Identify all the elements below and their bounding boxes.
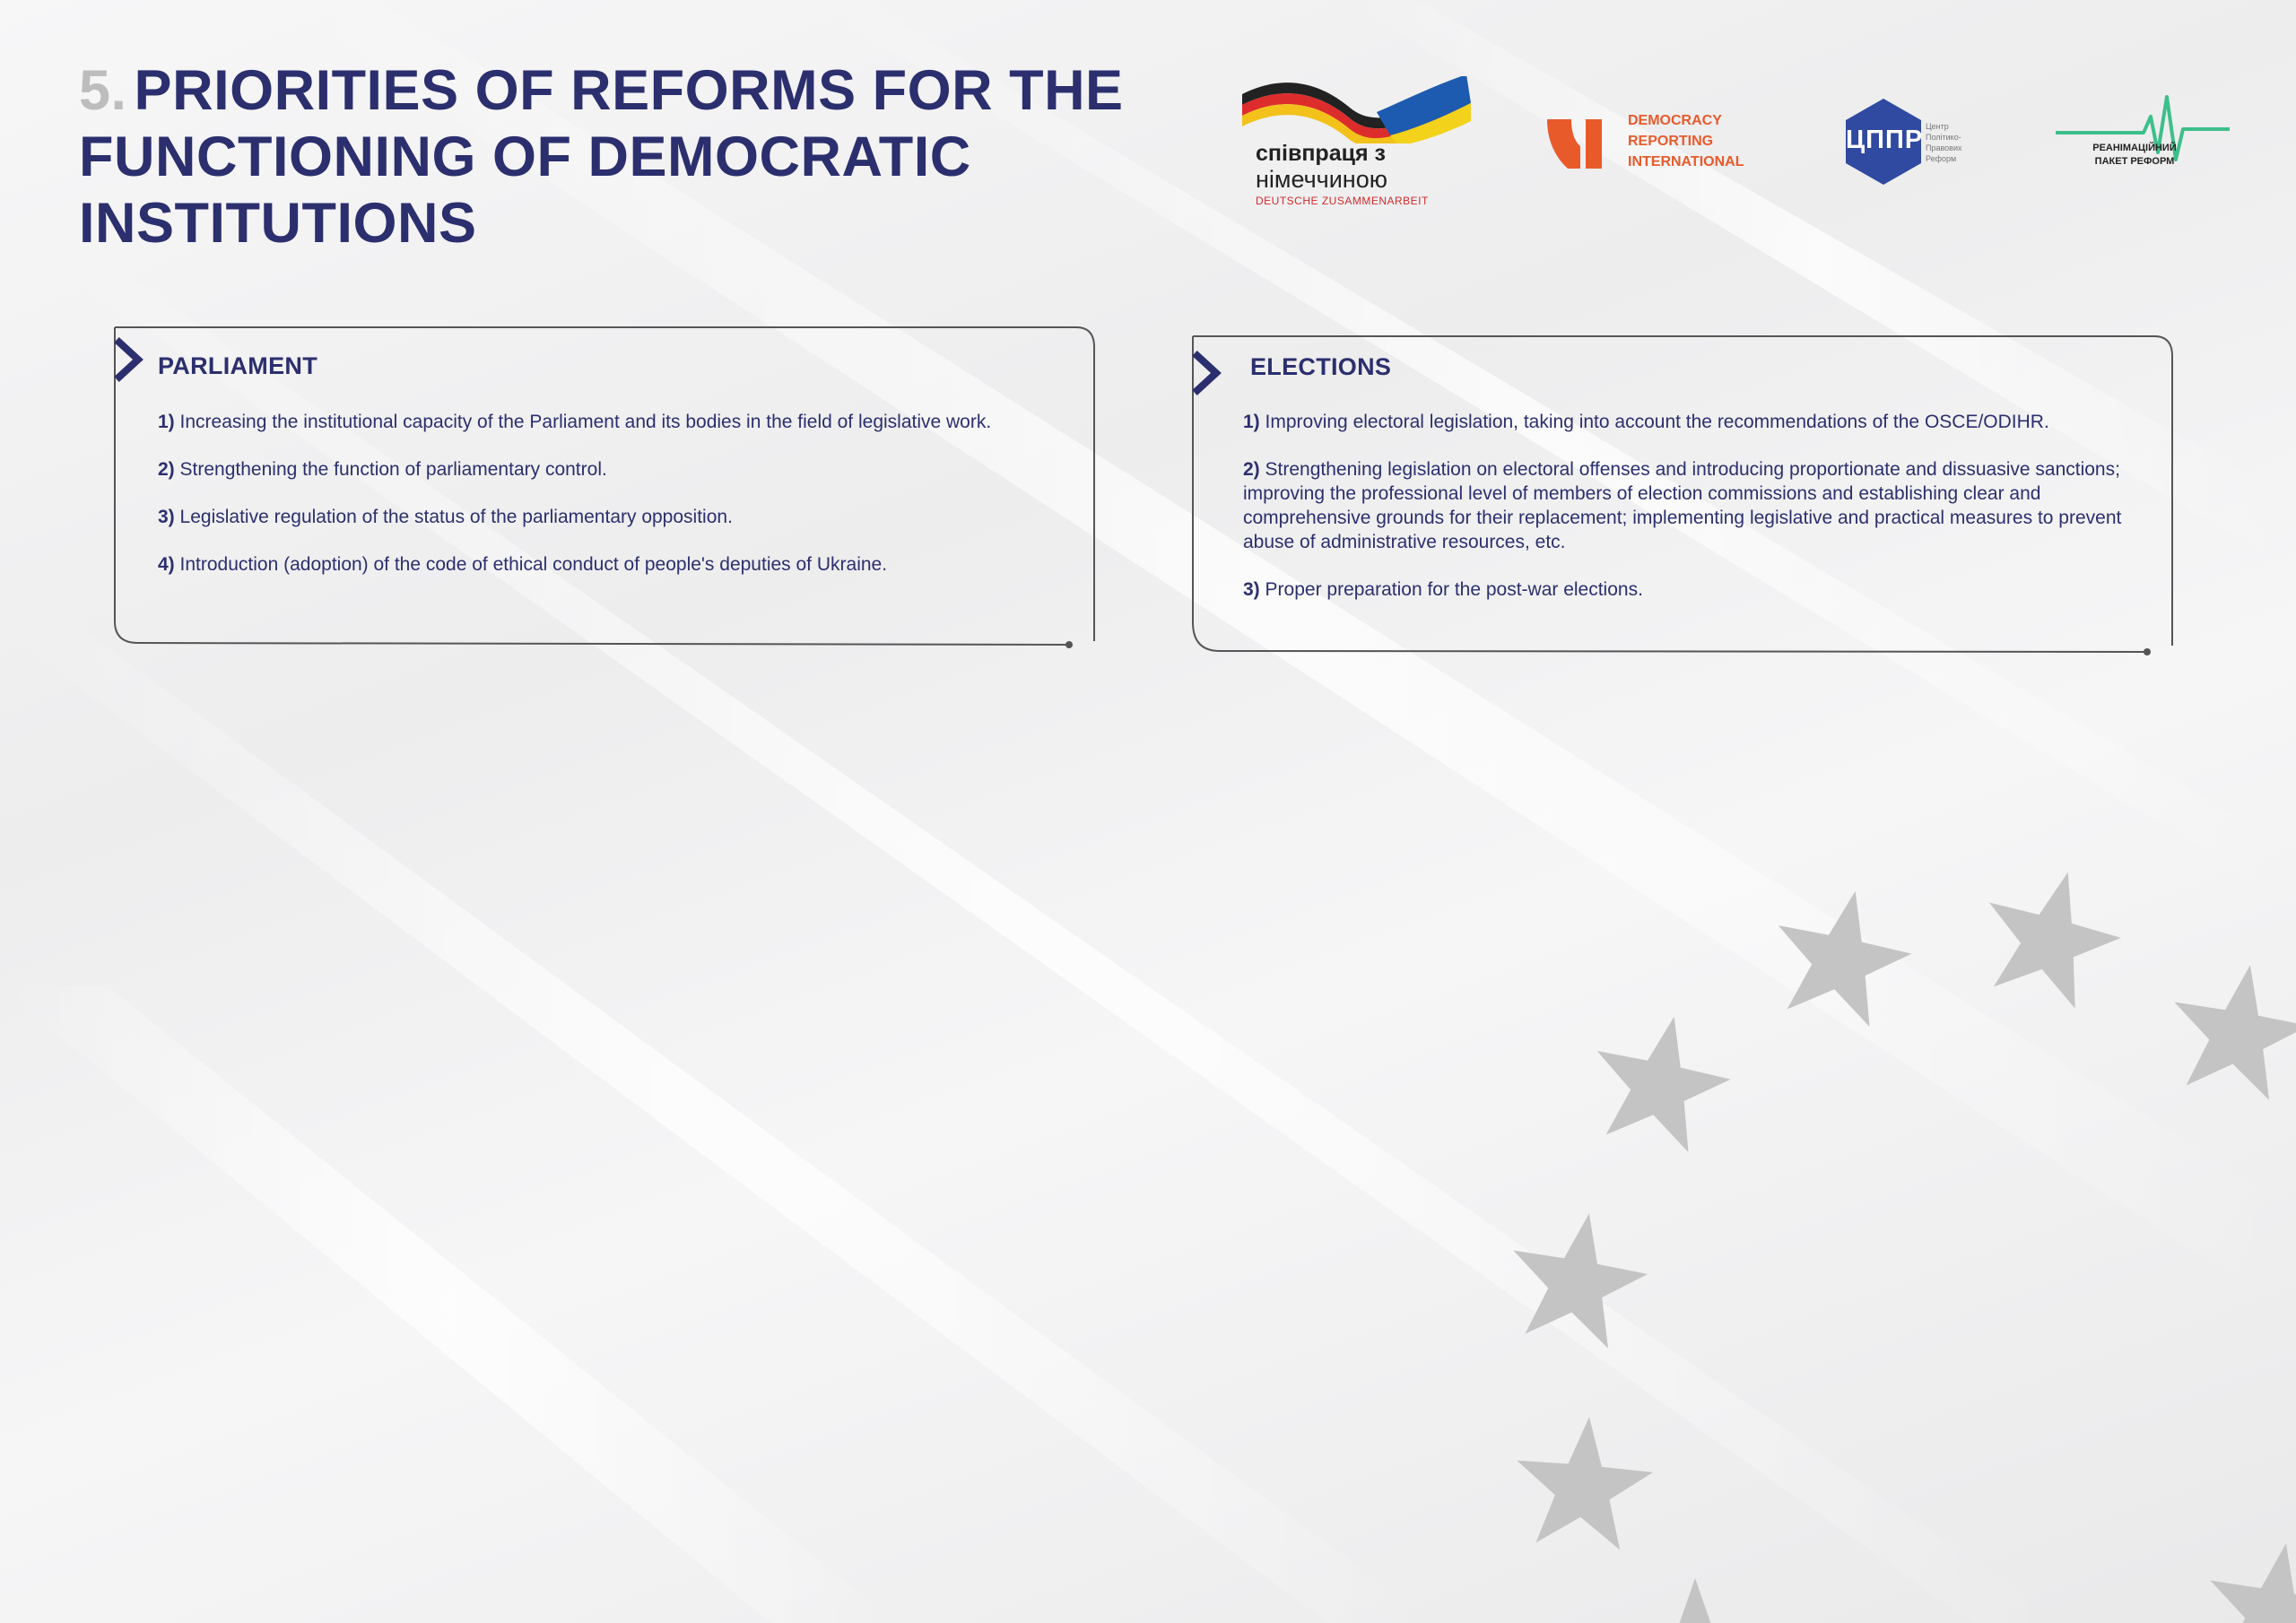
- list-item: [158, 552, 1073, 577]
- elections-list: [1243, 410, 2149, 625]
- star-icon: [2196, 1532, 2296, 1623]
- parliament-list: [158, 410, 1073, 600]
- giz-line3: DEUTSCHE ZUSAMMENARBEIT: [1256, 195, 1429, 207]
- star-icon: [1580, 1002, 1741, 1158]
- dri-line2: REPORTING: [1628, 134, 1714, 149]
- star-icon: [1627, 1578, 1763, 1623]
- item-number: 1): [158, 412, 175, 432]
- dri-logo: [1543, 108, 1776, 179]
- list-item: [158, 457, 1073, 482]
- list-item: [158, 410, 1073, 434]
- giz-logo: [1242, 76, 1475, 211]
- item-text: Increasing the institutional capacity of the Parliament and its bodies in the field of legislative work.: [179, 412, 992, 432]
- cpp-line1: Центр: [1926, 122, 1949, 131]
- list-item: [1243, 577, 2149, 602]
- rpr-wordmark: [2054, 142, 2215, 169]
- giz-line1: співпраця з: [1256, 141, 1386, 166]
- chevron-right-icon: [1195, 353, 1216, 393]
- chevron-right-icon: [117, 340, 138, 379]
- cpp-line2: Політико-: [1926, 133, 1961, 142]
- list-item: [158, 505, 1073, 529]
- rpr-line1: РЕАНІМАЦІЙНИЙ: [2092, 143, 2177, 153]
- dri-wordmark: [1628, 110, 1744, 172]
- section-title: ELECTIONS: [1250, 353, 1392, 380]
- flag-ribbon-icon: [1242, 76, 1475, 143]
- cpp-logo: [1839, 97, 1982, 187]
- item-number: 4): [158, 554, 175, 575]
- rpr-line2: ПАКЕТ РЕФОРМ: [2094, 156, 2175, 167]
- page-title: [79, 57, 1173, 256]
- star-icon: [1510, 1411, 1657, 1552]
- dri-mark-icon: [1543, 115, 1614, 169]
- star-icon: [2161, 953, 2296, 1105]
- list-item: [1243, 457, 2149, 554]
- item-number: 3): [1243, 579, 1260, 600]
- cpp-line4: Реформ: [1926, 154, 1957, 163]
- giz-line2: німеччиною: [1256, 166, 1387, 193]
- title-text: PRIORITIES OF REFORMS FOR THE FUNCTIONING OF DEMOCRATIC INSTITUTIONS: [79, 59, 1124, 255]
- list-item: [1243, 410, 2149, 434]
- item-number: 3): [158, 507, 175, 527]
- item-number: 2): [1243, 459, 1260, 480]
- section-number: 5.: [79, 59, 127, 122]
- item-number: 1): [1243, 412, 1260, 432]
- cpp-abbr: ЦППР: [1846, 126, 1924, 154]
- section-title: PARLIAMENT: [158, 352, 317, 379]
- item-text: Strengthening the function of parliamentary control.: [179, 459, 607, 480]
- dri-line1: DEMOCRACY: [1628, 113, 1722, 128]
- dri-line3: INTERNATIONAL: [1628, 154, 1744, 169]
- parliament-card: [115, 327, 1101, 650]
- item-text: Improving electoral legislation, taking into account the recommendations of the OSCE/ODIHR.: [1265, 412, 2049, 432]
- item-text: Legislative regulation of the status of the parliamentary opposition.: [179, 507, 733, 527]
- elections-card: [1193, 332, 2179, 655]
- item-text: Strengthening legislation on electoral offenses and introducing proportionate and dissuasive sanctions; improving the professional level of members of election commissions and establishing clear and comprehensive grounds for their replacement; implementing legislative and practical measures to prevent abuse of administrative resources, etc.: [1243, 459, 2122, 552]
- cpp-line3: Правових: [1926, 143, 1962, 152]
- item-text: Proper preparation for the post-war elections.: [1265, 579, 1643, 600]
- cpp-fullname: [1926, 121, 1961, 164]
- item-number: 2): [158, 459, 175, 480]
- item-text: Introduction (adoption) of the code of ethical conduct of people's deputies of Ukraine.: [179, 554, 888, 575]
- star-icon: [1969, 855, 2134, 1015]
- rpr-logo: [2054, 90, 2233, 179]
